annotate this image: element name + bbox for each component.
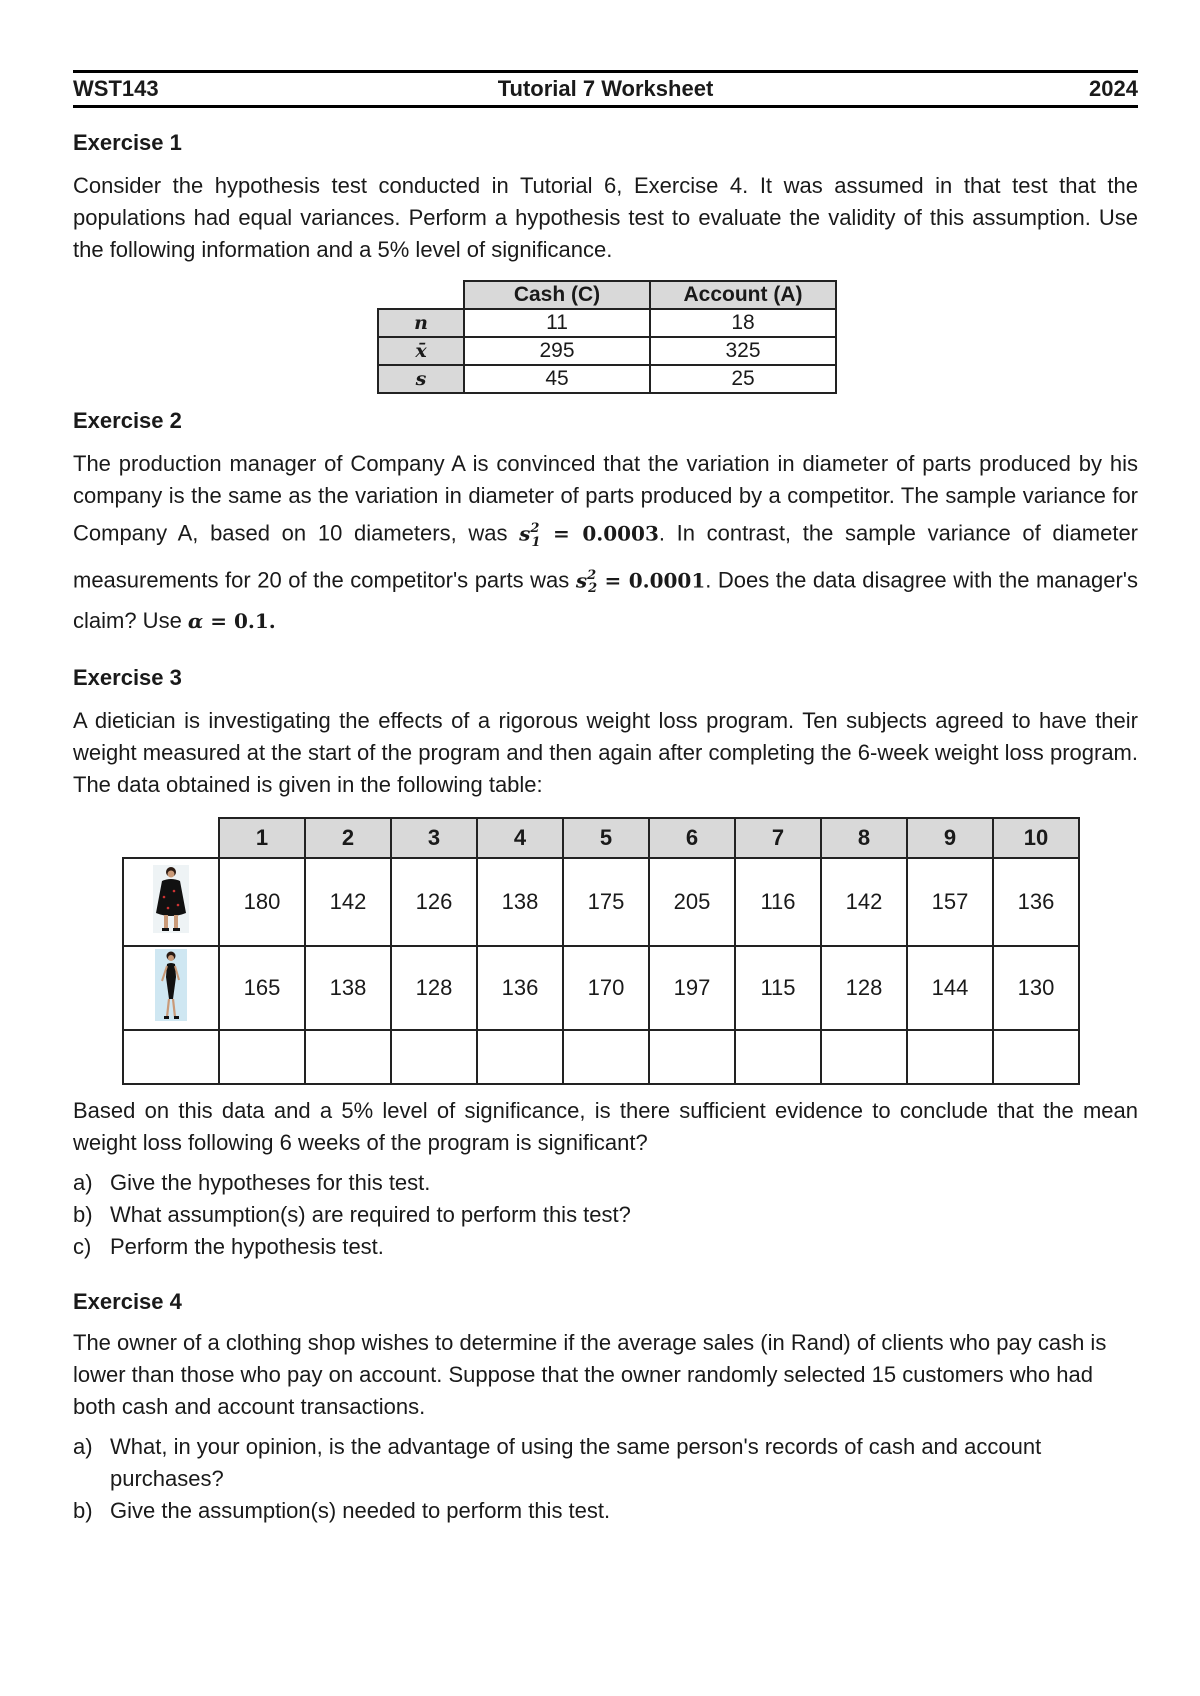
exercise-1-table [377,280,837,394]
subject-header: 1 [219,818,305,858]
column-header-cash: Cash (C) [464,281,650,309]
blank-row [123,1030,1079,1084]
table-cell: 180 [219,858,305,946]
exercise-3-text: A dietician is investigating the effects of a rigorous weight loss program. Ten subjects agreed to have their weight measured at the start of the program and then again after completing the 6-week weight loss program. The data obtained is given in the following table: [73,708,1138,798]
table-cell: 136 [477,946,563,1030]
subject-header: 6 [649,818,735,858]
worksheet-page [73,70,1138,1527]
list-item [73,1495,1138,1527]
table-cell: 157 [907,858,993,946]
sample-variance-1-value: = 0.0003 [540,521,659,546]
exercise-3-title: Exercise 3 [73,665,182,691]
subject-header: 5 [563,818,649,858]
table-cell: 144 [907,946,993,1030]
item-text: Give the hypotheses for this test. [110,1170,431,1196]
table-cell [993,1030,1079,1084]
exercise-4-list [73,1431,1138,1527]
item-text: Give the assumption(s) needed to perform this test. [110,1498,611,1524]
table-cell [649,1030,735,1084]
table-cell [563,1030,649,1084]
subscript-1: 1 [531,534,541,550]
table-row [378,337,836,365]
table-cell [735,1030,821,1084]
table-cell [123,1030,219,1084]
table-cell [305,1030,391,1084]
table-row [378,365,836,393]
table-cell: 128 [391,946,477,1030]
before-row [123,858,1079,946]
table-cell: 11 [464,309,650,337]
page-header [73,70,1138,108]
table-cell: 205 [649,858,735,946]
table-cell: 142 [821,858,907,946]
item-label: c) [73,1234,92,1260]
table-cell: 295 [464,337,650,365]
year: 2024 [1089,76,1138,101]
exercise-3-list [73,1167,1138,1263]
exercise-2-text-part3: . Does the data disagree with the manager's claim? Use [73,567,1138,634]
list-item [73,1231,1138,1263]
row-label-n: n [378,309,464,337]
table-cell [821,1030,907,1084]
item-label: b) [73,1498,93,1524]
row-label-mean: x̄ [378,337,464,365]
row-label-s: s [378,365,464,393]
sample-variance-2-value: = 0.0001 [597,568,706,593]
list-item [73,1199,1138,1231]
table-cell: 170 [563,946,649,1030]
table-cell: 165 [219,946,305,1030]
exercise-2-text-part1: The production manager of Company A is convinced that the variation in diameter of parts produced by his company is the same as the variation in diameter of parts produced by a competitor. The sample variance for Company A, based on 10 diameters, was [73,451,1138,546]
table-cell: 142 [305,858,391,946]
table-corner [123,818,219,858]
alpha-value: = 0.1. [203,609,276,634]
exercise-2-text-part2: . In contrast, the sample variance of diameter measurements for 20 of the competitor's parts was [73,520,1139,593]
table-cell: 175 [563,858,649,946]
table-cell: 136 [993,858,1079,946]
table-cell [219,1030,305,1084]
slim-woman-icon [150,947,192,1023]
table-cell: 130 [993,946,1079,1030]
sample-variance-1-symbol: s [519,521,531,546]
subject-header: 10 [993,818,1079,858]
after-row [123,946,1079,1030]
subject-header: 3 [391,818,477,858]
alpha-symbol: α [187,609,204,634]
worksheet-title: Tutorial 7 Worksheet [497,76,714,101]
table-row [378,309,836,337]
table-cell: 18 [650,309,836,337]
table-cell [907,1030,993,1084]
list-item [73,1167,1138,1199]
subject-header: 4 [477,818,563,858]
subject-header: 8 [821,818,907,858]
subject-header: 2 [305,818,391,858]
column-header-account: Account (A) [650,281,836,309]
before-figure-cell [123,858,219,946]
exponent-1: 2 [530,521,540,536]
table-corner [378,281,464,309]
table-cell: 25 [650,365,836,393]
table-cell: 197 [649,946,735,1030]
exercise-3-question: Based on this data and a 5% level of significance, is there sufficient evidence to conclude that the mean weight loss following 6 weeks of the program is significant? [73,1098,1138,1156]
table-cell [391,1030,477,1084]
exercise-1-text: Consider the hypothesis test conducted in Tutorial 6, Exercise 4. It was assumed in that test that the populations had equal variances. Perform a hypothesis test to evaluate the validity of this assumption. Use the following information and a 5% level of significance. [73,173,1138,262]
weight-table [122,817,1080,1085]
table-cell: 116 [735,858,821,946]
table-cell: 325 [650,337,836,365]
exercise-1-title: Exercise 1 [73,130,182,155]
exercise-2-text [73,448,1138,637]
subject-header: 9 [907,818,993,858]
overweight-woman-icon [150,861,192,937]
item-text: What, in your opinion, is the advantage of using the same person's records of cash and account purchases? [110,1434,1042,1492]
item-label: b) [73,1202,93,1228]
sample-variance-2-symbol: s [575,568,588,593]
table-cell [477,1030,563,1084]
table-cell: 128 [821,946,907,1030]
course-code: WST143 [73,76,159,101]
exercise-4-text: The owner of a clothing shop wishes to determine if the average sales (in Rand) of clients who pay cash is lower than those who pay on account. Suppose that the owner randomly selected 15 customers who had both cash and account transactions. [73,1330,1107,1420]
exponent-2: 2 [587,567,597,583]
item-text: Perform the hypothesis test. [110,1234,384,1260]
subject-header: 7 [735,818,821,858]
list-item [73,1431,1138,1495]
table-cell: 115 [735,946,821,1030]
item-label: a) [73,1434,93,1460]
table-cell: 138 [477,858,563,946]
item-text: What assumption(s) are required to perform this test? [110,1202,631,1228]
exercise-2-title: Exercise 2 [73,408,182,433]
table-cell: 45 [464,365,650,393]
table-cell: 138 [305,946,391,1030]
after-figure-cell [123,946,219,1030]
table-cell: 126 [391,858,477,946]
subscript-2: 2 [588,581,598,597]
exercise-4-title: Exercise 4 [73,1289,182,1315]
item-label: a) [73,1170,93,1196]
